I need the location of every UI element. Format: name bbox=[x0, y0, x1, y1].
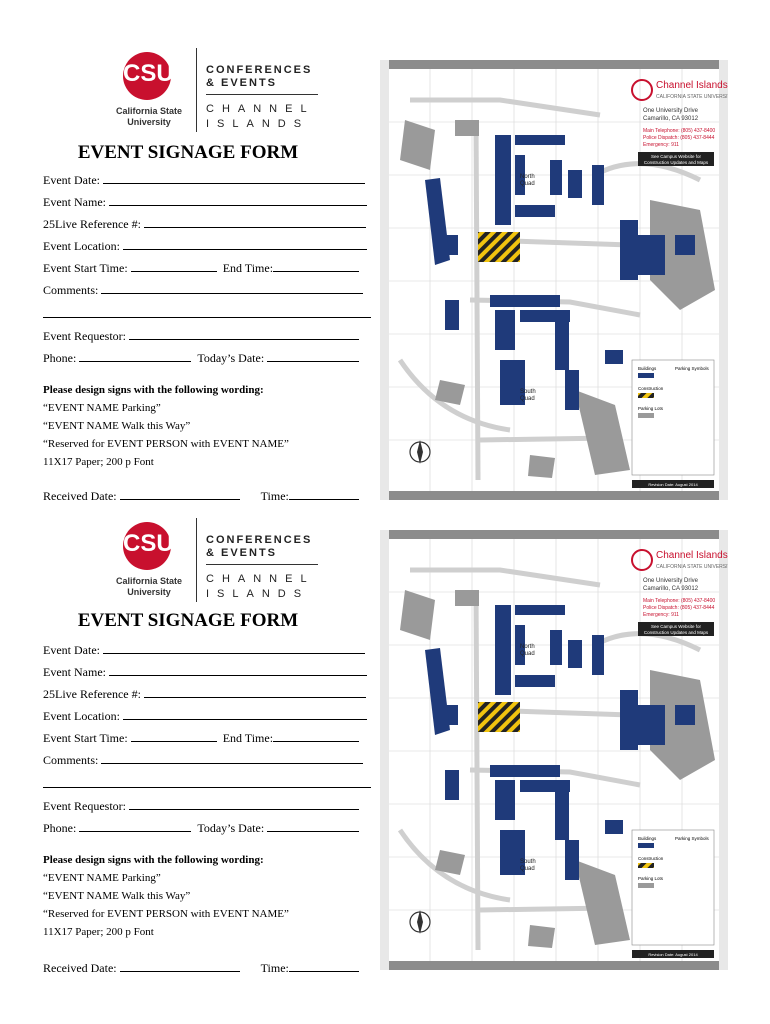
logo-rule bbox=[206, 94, 318, 95]
channel-islands-name: CHANNEL ISLANDS bbox=[206, 103, 315, 130]
logo-divider bbox=[196, 48, 197, 132]
wording-line-2: “EVENT NAME Walk this Way” bbox=[43, 420, 191, 432]
campus-map bbox=[380, 60, 728, 500]
phone-field[interactable]: Phone: Today’s Date: bbox=[43, 820, 359, 836]
csuci-conferences-logo bbox=[108, 48, 338, 138]
csuci-conferences-logo bbox=[108, 518, 338, 608]
channel-islands-name: CHANNEL ISLANDS bbox=[206, 573, 315, 600]
signage-form-top bbox=[0, 30, 770, 530]
wording-line-1: “EVENT NAME Parking” bbox=[43, 872, 161, 884]
logo-divider bbox=[196, 518, 197, 602]
csu-seal-icon: CSU bbox=[123, 52, 171, 100]
wording-line-2: “EVENT NAME Walk this Way” bbox=[43, 890, 191, 902]
paper-spec: 11X17 Paper; 200 p Font bbox=[43, 926, 154, 938]
event-name-field[interactable]: Event Name: bbox=[43, 664, 367, 680]
paper-spec: 11X17 Paper; 200 p Font bbox=[43, 456, 154, 468]
conferences-events-title: CONFERENCES & EVENTS bbox=[206, 64, 313, 89]
conferences-events-title: CONFERENCES & EVENTS bbox=[206, 534, 313, 559]
university-name: California State University bbox=[115, 576, 182, 597]
event-date-field[interactable]: Event Date: bbox=[43, 642, 365, 658]
event-start-time-field[interactable]: Event Start Time: End Time: bbox=[43, 260, 359, 276]
event-location-field[interactable]: Event Location: bbox=[43, 238, 367, 254]
received-date-field[interactable]: Received Date: Time: bbox=[43, 488, 359, 504]
instructions-heading: Please design signs with the following wording: bbox=[43, 384, 264, 396]
instructions-heading: Please design signs with the following wording: bbox=[43, 854, 264, 866]
form-title: EVENT SIGNAGE FORM bbox=[77, 142, 299, 163]
comments-field[interactable]: Comments: bbox=[43, 752, 363, 768]
university-name: California State University bbox=[115, 106, 182, 127]
phone-field[interactable]: Phone: Today’s Date: bbox=[43, 350, 359, 366]
requestor-field[interactable]: Event Requestor: bbox=[43, 328, 359, 344]
campus-map bbox=[380, 530, 728, 970]
comments-line-2[interactable] bbox=[43, 776, 371, 792]
comments-line-2[interactable] bbox=[43, 306, 371, 322]
reference-field[interactable]: 25Live Reference #: bbox=[43, 686, 366, 702]
event-start-time-field[interactable]: Event Start Time: End Time: bbox=[43, 730, 359, 746]
csu-seal-icon: CSU bbox=[123, 522, 171, 570]
reference-field[interactable]: 25Live Reference #: bbox=[43, 216, 366, 232]
signage-form-bottom bbox=[0, 500, 770, 1000]
wording-line-3: “Reserved for EVENT PERSON with EVENT NAME” bbox=[43, 438, 289, 450]
event-date-field[interactable]: Event Date: bbox=[43, 172, 365, 188]
wording-line-1: “EVENT NAME Parking” bbox=[43, 402, 161, 414]
event-name-field[interactable]: Event Name: bbox=[43, 194, 367, 210]
comments-field[interactable]: Comments: bbox=[43, 282, 363, 298]
logo-rule bbox=[206, 564, 318, 565]
requestor-field[interactable]: Event Requestor: bbox=[43, 798, 359, 814]
wording-line-3: “Reserved for EVENT PERSON with EVENT NAME” bbox=[43, 908, 289, 920]
received-date-field[interactable]: Received Date: Time: bbox=[43, 960, 359, 976]
event-location-field[interactable]: Event Location: bbox=[43, 708, 367, 724]
form-title: EVENT SIGNAGE FORM bbox=[77, 610, 299, 631]
